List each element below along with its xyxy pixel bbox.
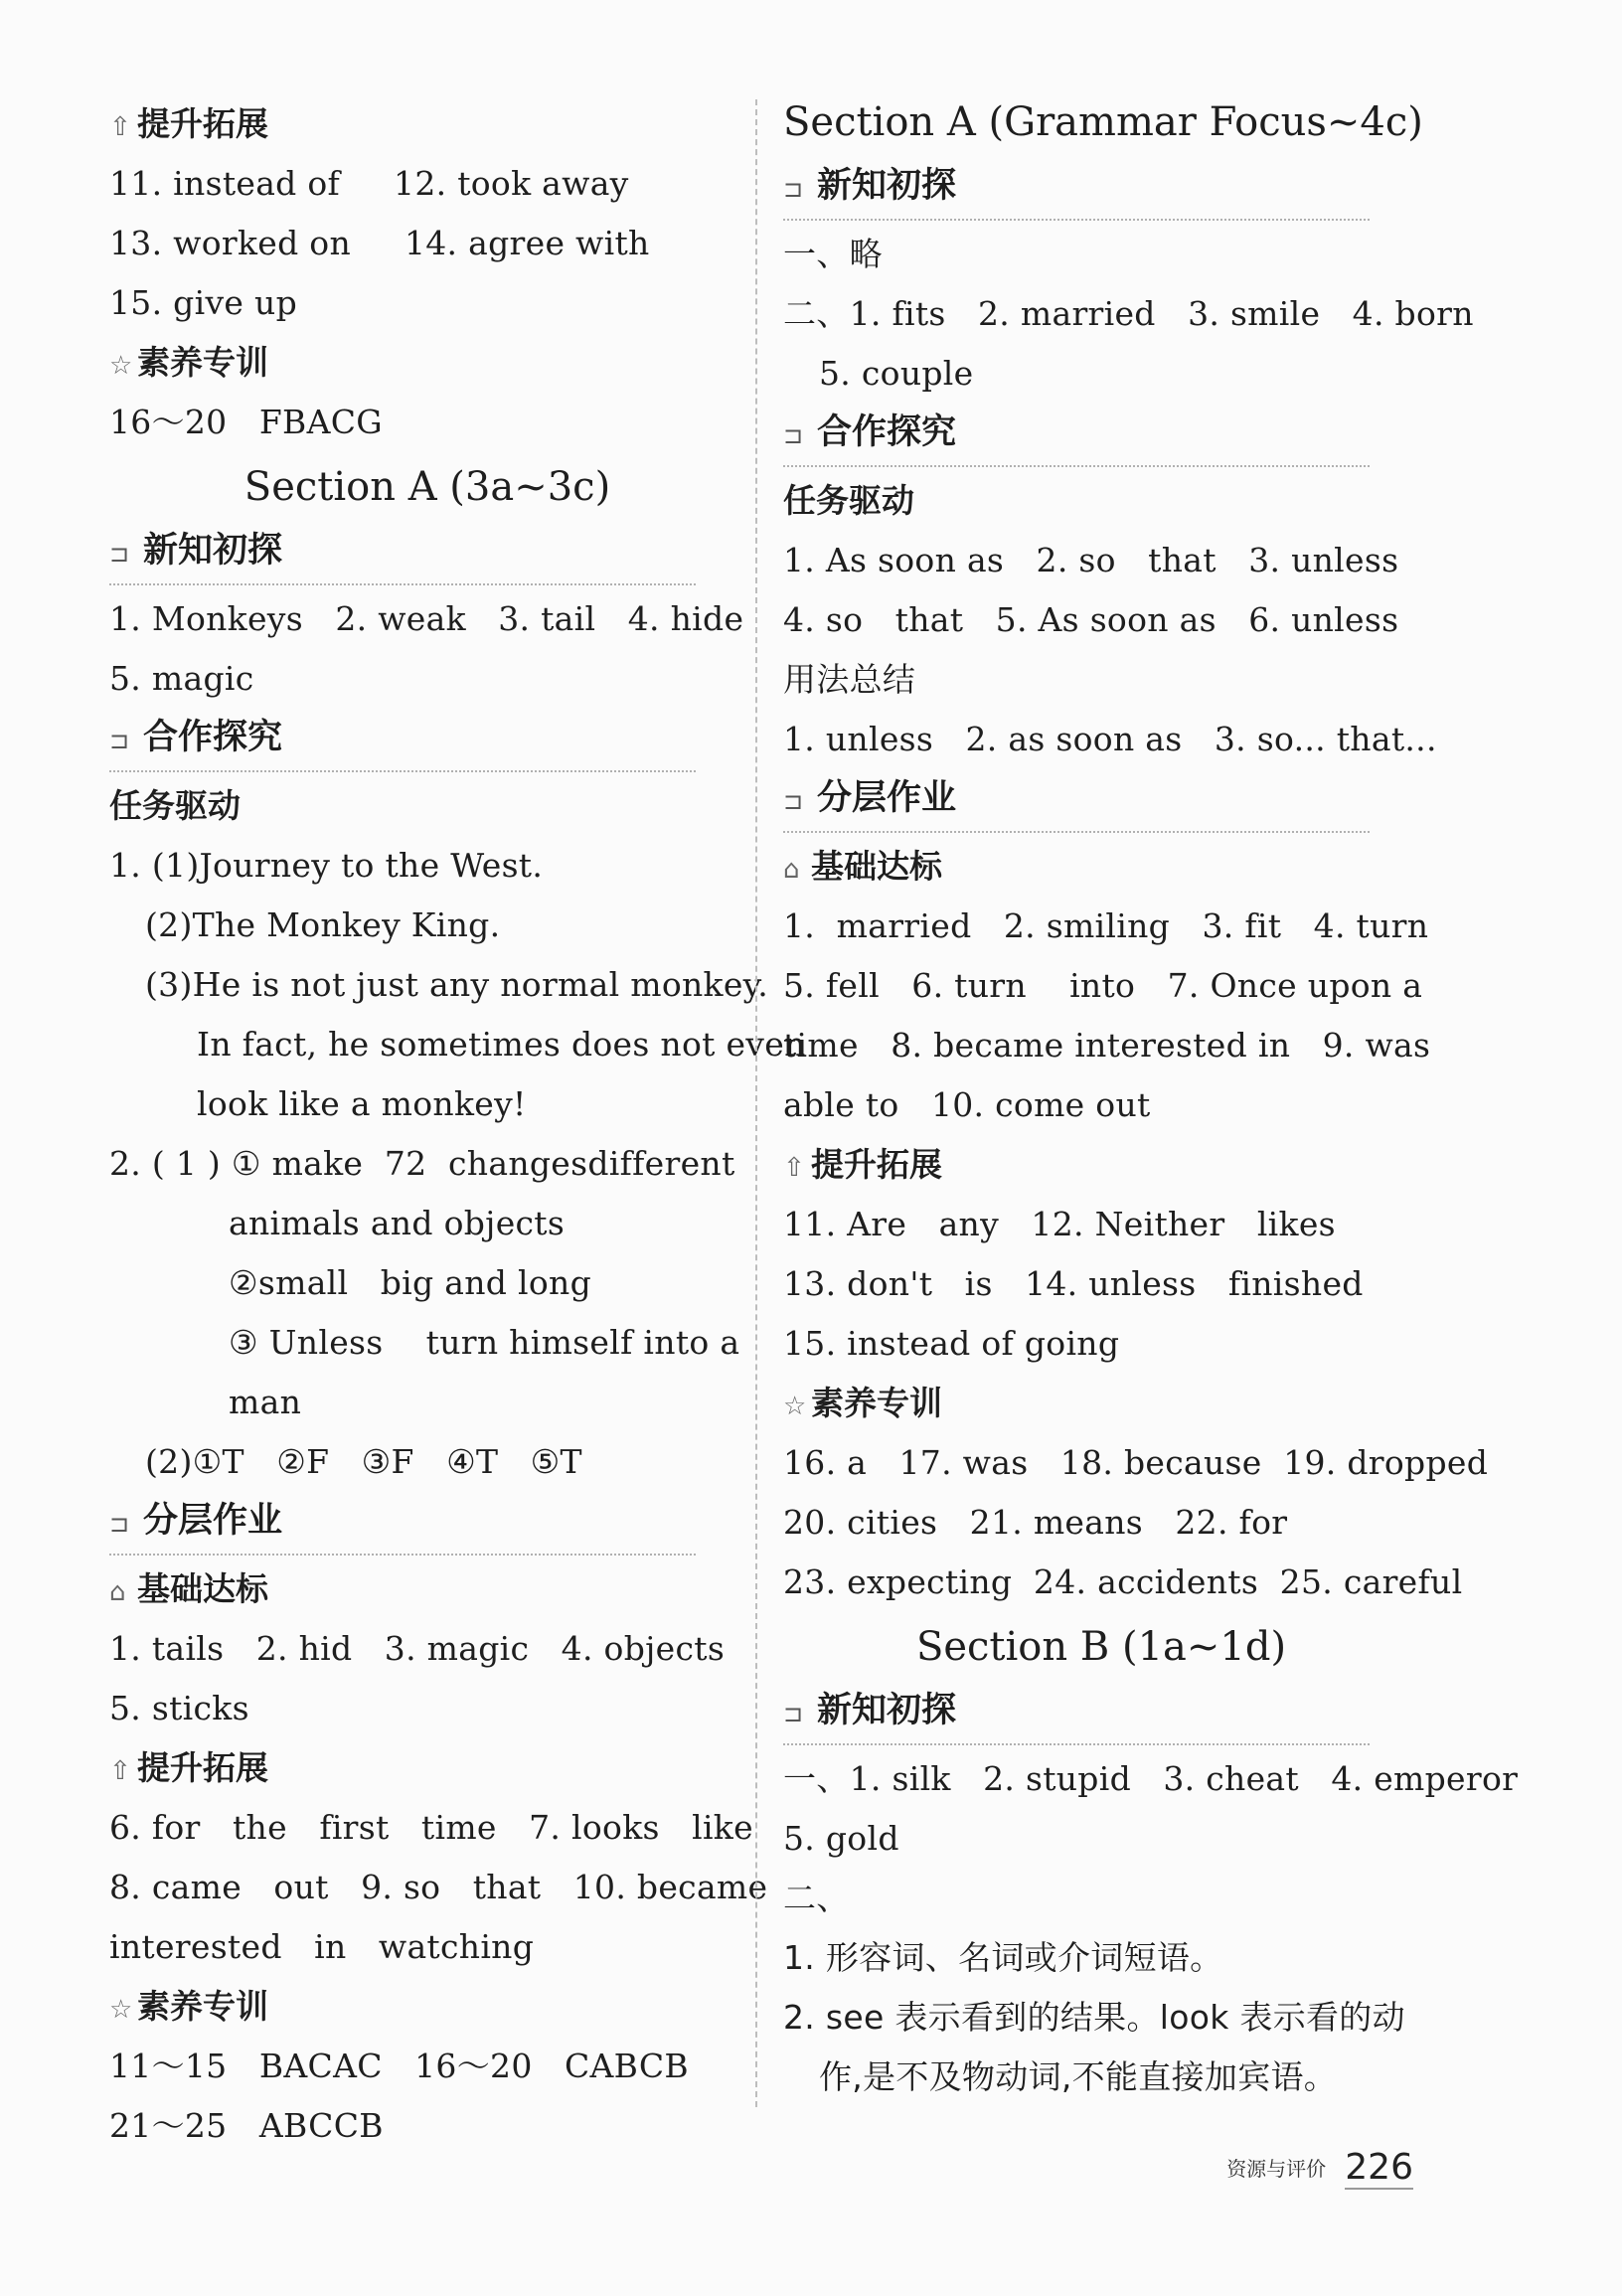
answer-line: animals and objects bbox=[229, 1204, 566, 1242]
answer-line: 15. instead of going bbox=[783, 1324, 1120, 1363]
star-icon: ☆ bbox=[109, 351, 133, 381]
heading-xinzhi: ⊐ 新知初探 bbox=[783, 1682, 1370, 1745]
answer-line: 1. unless 2. as soon as 3. so... that... bbox=[783, 720, 1437, 758]
bookmark-icon: ⊐ bbox=[783, 787, 804, 815]
answer-line: 5. gold bbox=[783, 1819, 899, 1858]
heading-suyang: ☆ 素养专训 bbox=[109, 333, 745, 393]
answer-line: look like a monkey! bbox=[197, 1084, 527, 1123]
answer-line: 11～15 BACAC 16～20 CABCB bbox=[109, 2047, 689, 2085]
heading-jichu: ⌂ 基础达标 bbox=[109, 1559, 745, 1619]
heading-suyang: ☆ 素养专训 bbox=[109, 1977, 745, 2037]
answer-line: 二、 bbox=[783, 1879, 850, 1917]
bookmark-icon: ⊐ bbox=[783, 175, 804, 203]
answer-line: 15. give up bbox=[109, 283, 297, 322]
subheading-renwu: 任务驱动 bbox=[109, 786, 241, 825]
star-icon: ☆ bbox=[783, 1392, 807, 1421]
answer-line: 11. Are any 12. Neither likes bbox=[783, 1205, 1336, 1243]
bookmark-icon: ⊐ bbox=[783, 421, 804, 449]
star-icon: ☆ bbox=[109, 1995, 133, 2025]
answer-line: able to 10. come out bbox=[783, 1085, 1151, 1124]
heading-xinzhi: ⊐ 新知初探 bbox=[109, 522, 696, 585]
answer-line: man bbox=[229, 1383, 302, 1421]
answer-line: ②small big and long bbox=[229, 1263, 591, 1302]
heading-hezuo: ⊐ 合作探究 bbox=[783, 404, 1370, 467]
column-divider bbox=[755, 99, 757, 2107]
answer-line: (2)The Monkey King. bbox=[145, 905, 501, 944]
answer-line: 作,是不及物动词,不能直接加宾语。 bbox=[819, 2057, 1338, 2096]
answer-line: time 8. became interested in 9. was bbox=[783, 1026, 1431, 1065]
page-footer bbox=[1226, 2147, 1413, 2188]
heading-hezuo: ⊐ 合作探究 bbox=[109, 709, 696, 772]
heading-tisheng: ⇧ 提升拓展 bbox=[109, 1738, 745, 1798]
heading-tisheng: ⇧ 提升拓展 bbox=[783, 1135, 1419, 1195]
bookmark-icon: ⊐ bbox=[109, 1510, 130, 1538]
answer-line: 13. worked on 14. agree with bbox=[109, 224, 650, 262]
answer-line: 1. 形容词、名词或介词短语。 bbox=[783, 1938, 1223, 1977]
answer-line: 1. (1)Journey to the West. bbox=[109, 846, 544, 885]
answer-line: 16. a 17. was 18. because 19. dropped bbox=[783, 1443, 1489, 1482]
answer-line: 21～25 ABCCB bbox=[109, 2106, 384, 2145]
answer-line: 5. magic bbox=[109, 659, 254, 698]
answer-line: 20. cities 21. means 22. for bbox=[783, 1503, 1288, 1542]
answer-line: 1. As soon as 2. so that 3. unless bbox=[783, 541, 1399, 579]
answer-line: 11. instead of 12. took away bbox=[109, 164, 629, 203]
up-arrow-icon: ⇧ bbox=[109, 1756, 131, 1786]
section-title: Section A (3a~3c) bbox=[243, 464, 611, 510]
answer-line: 1. tails 2. hid 3. magic 4. objects bbox=[109, 1629, 726, 1668]
answer-line: 4. so that 5. As soon as 6. unless bbox=[783, 600, 1399, 639]
right-column bbox=[783, 87, 1519, 2107]
answer-line: 二、1. fits 2. married 3. smile 4. born bbox=[783, 294, 1474, 333]
subheading-yongfa: 用法总结 bbox=[783, 660, 916, 699]
section-title: Section B (1a~1d) bbox=[915, 1624, 1287, 1670]
answer-line: 16～20 FBACG bbox=[109, 403, 383, 441]
answer-line: 1. married 2. smiling 3. fit 4. turn bbox=[783, 906, 1429, 945]
bookmark-icon: ⊐ bbox=[783, 1700, 804, 1727]
section-title: Section A (Grammar Focus~4c) bbox=[783, 99, 1423, 145]
answer-line: interested in watching bbox=[109, 1927, 535, 1966]
source-label: 资源与评价 bbox=[1226, 2157, 1327, 2181]
left-column bbox=[109, 94, 806, 2156]
answer-line: 8. came out 9. so that 10. became bbox=[109, 1868, 768, 1906]
heading-fenceng: ⊐ 分层作业 bbox=[109, 1492, 696, 1556]
answer-line: 一、1. silk 2. stupid 3. cheat 4. emperor bbox=[783, 1759, 1519, 1798]
heading-xinzhi: ⊐ 新知初探 bbox=[783, 157, 1370, 221]
answer-line: 2. see 表示看到的结果。look 表示看的动 bbox=[783, 1998, 1405, 2037]
heading-fenceng: ⊐ 分层作业 bbox=[783, 769, 1370, 833]
heading-tisheng: ⇧ 提升拓展 bbox=[109, 94, 745, 154]
house-icon: ⌂ bbox=[783, 855, 800, 885]
heading-jichu: ⌂ 基础达标 bbox=[783, 837, 1419, 897]
answer-line: 13. don't is 14. unless finished bbox=[783, 1264, 1364, 1303]
answer-line: 5. sticks bbox=[109, 1689, 249, 1727]
answer-line: 23. expecting 24. accidents 25. careful bbox=[783, 1562, 1463, 1601]
house-icon: ⌂ bbox=[109, 1577, 126, 1607]
answer-line: 2. ( 1 ) ① make 72 changes different bbox=[109, 1144, 735, 1183]
answer-line: 一、略 bbox=[783, 235, 883, 273]
answer-line: 5. fell 6. turn into 7. Once upon a bbox=[783, 966, 1423, 1005]
page-number: 226 bbox=[1345, 2147, 1413, 2188]
answer-line: (2)①T ②F ③F ④T ⑤T bbox=[145, 1442, 582, 1481]
answer-line: 5. couple bbox=[819, 354, 974, 393]
answer-line: In fact, he sometimes does not even bbox=[197, 1025, 806, 1064]
heading-suyang: ☆ 素养专训 bbox=[783, 1374, 1419, 1433]
answer-line: 6. for the first time 7. looks like bbox=[109, 1808, 753, 1847]
up-arrow-icon: ⇧ bbox=[783, 1153, 805, 1183]
answer-line: (3)He is not just any normal monkey. bbox=[145, 965, 769, 1004]
up-arrow-icon: ⇧ bbox=[109, 112, 131, 142]
bookmark-icon: ⊐ bbox=[109, 540, 130, 568]
answer-line: ③ Unless turn himself into a bbox=[229, 1323, 740, 1362]
answer-line: 1. Monkeys 2. weak 3. tail 4. hide bbox=[109, 599, 744, 638]
bookmark-icon: ⊐ bbox=[109, 727, 130, 754]
subheading-renwu: 任务驱动 bbox=[783, 481, 914, 520]
